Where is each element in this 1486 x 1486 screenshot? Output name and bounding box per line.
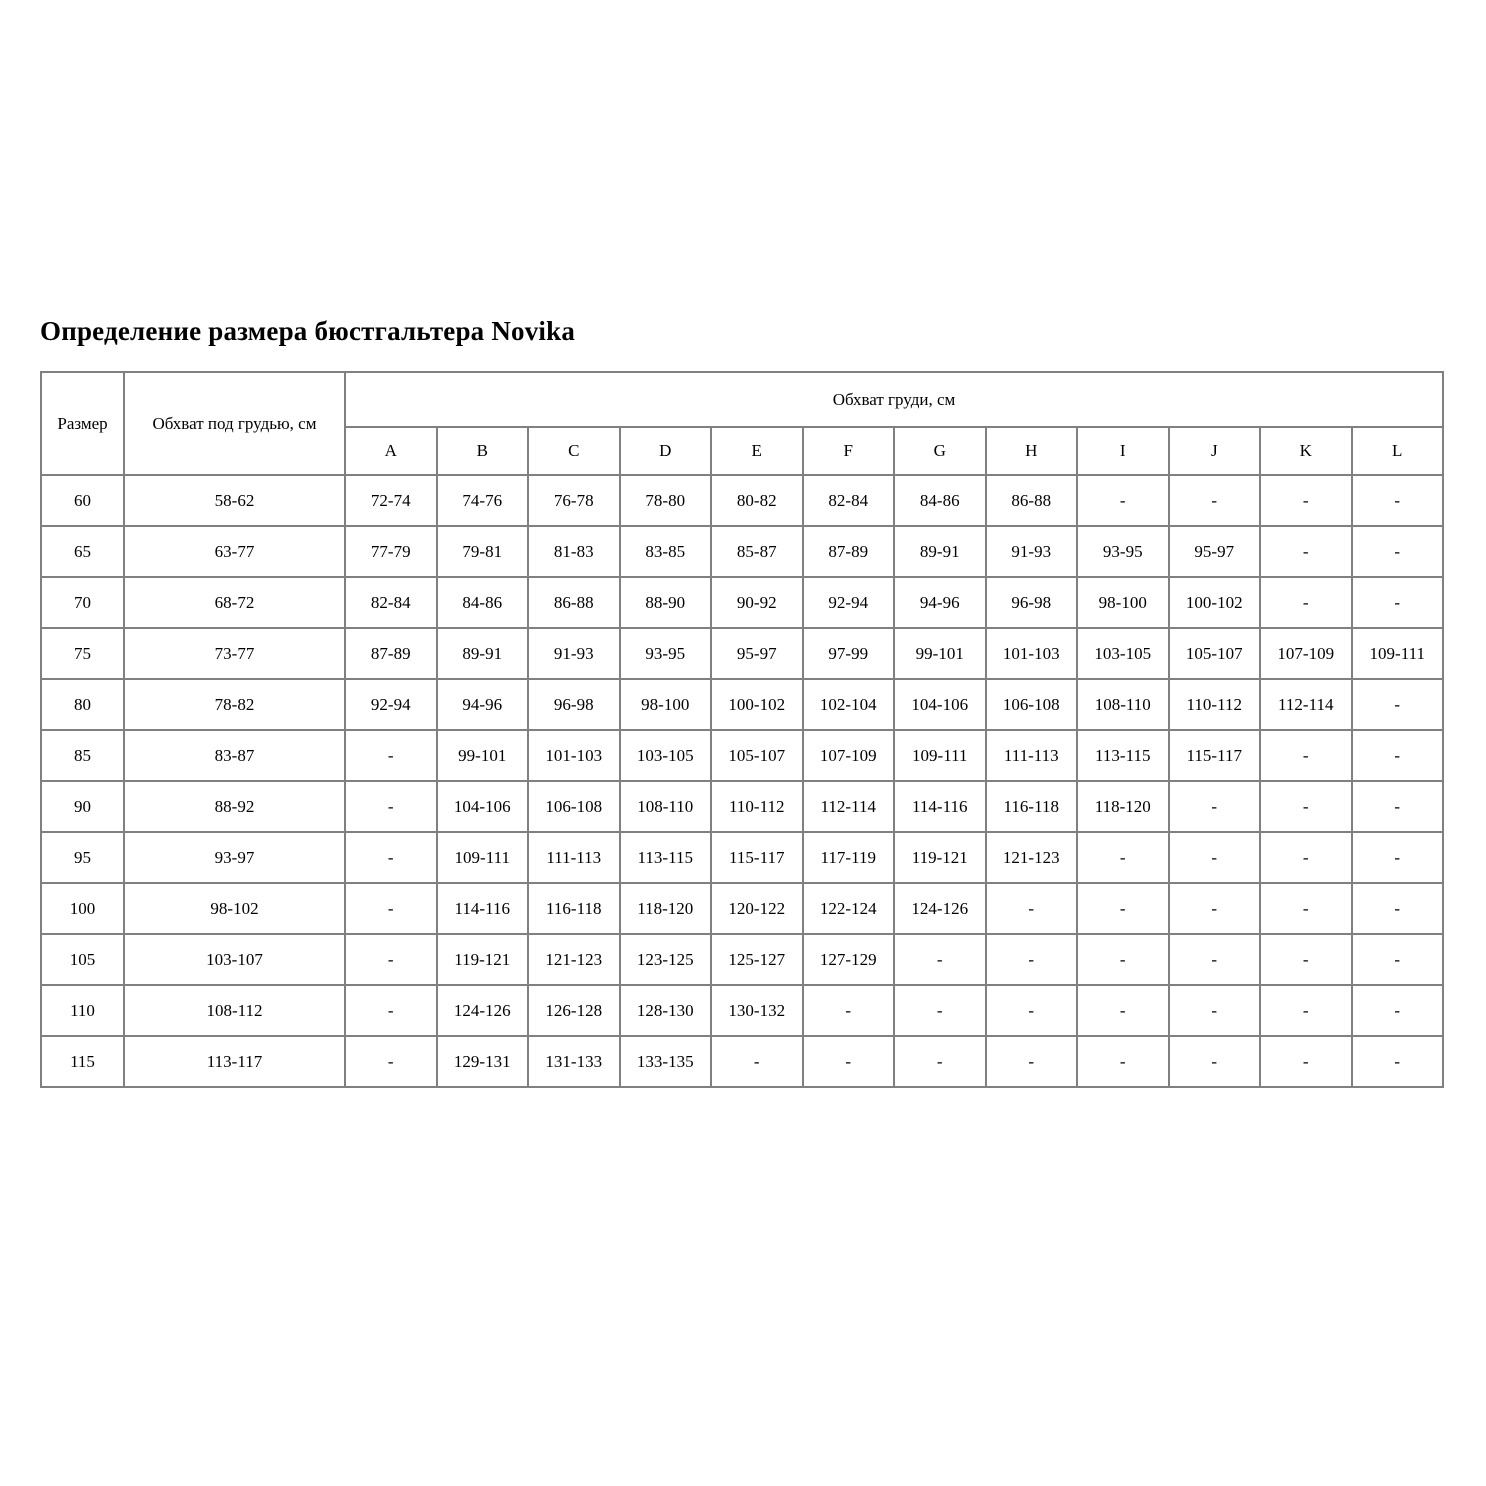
cup-cell: 82-84	[345, 577, 437, 628]
col-header-size: Размер	[41, 372, 124, 475]
cup-cell: 92-94	[803, 577, 895, 628]
underbust-cell: 68-72	[124, 577, 345, 628]
cup-cell: 128-130	[620, 985, 712, 1036]
cup-cell: -	[345, 1036, 437, 1087]
cup-cell: 115-117	[1169, 730, 1261, 781]
cup-cell: -	[1352, 832, 1444, 883]
cup-cell: 98-100	[1077, 577, 1169, 628]
cup-cell: 81-83	[528, 526, 620, 577]
cup-cell: 112-114	[803, 781, 895, 832]
cup-cell: 96-98	[528, 679, 620, 730]
cup-cell: 116-118	[528, 883, 620, 934]
cup-cell: 126-128	[528, 985, 620, 1036]
page-title: Определение размера бюстгальтера Novika	[40, 316, 576, 346]
cup-cell: 90-92	[711, 577, 803, 628]
cup-cell: -	[1260, 1036, 1352, 1087]
cup-cell: 133-135	[620, 1036, 712, 1087]
col-header-bust-group: Обхват груди, см	[345, 372, 1443, 427]
underbust-cell: 83-87	[124, 730, 345, 781]
cup-cell: 74-76	[437, 475, 529, 526]
cup-cell: -	[1260, 985, 1352, 1036]
table-row	[41, 628, 1443, 679]
cup-cell: -	[345, 985, 437, 1036]
cup-cell: 95-97	[711, 628, 803, 679]
cup-cell: 113-115	[1077, 730, 1169, 781]
cup-cell: -	[345, 832, 437, 883]
underbust-cell: 73-77	[124, 628, 345, 679]
cup-cell: 97-99	[803, 628, 895, 679]
cup-cell: -	[1169, 475, 1261, 526]
cup-cell: 130-132	[711, 985, 803, 1036]
cup-cell: 85-87	[711, 526, 803, 577]
cup-cell: 87-89	[345, 628, 437, 679]
size-cell: 110	[41, 985, 124, 1036]
cup-cell: 99-101	[437, 730, 529, 781]
table-row	[41, 985, 1443, 1036]
cup-cell: -	[1352, 577, 1444, 628]
cup-cell: 110-112	[711, 781, 803, 832]
cup-cell: 103-105	[1077, 628, 1169, 679]
cup-cell: -	[1352, 883, 1444, 934]
underbust-cell: 93-97	[124, 832, 345, 883]
cup-cell: 121-123	[986, 832, 1078, 883]
cup-cell: 101-103	[986, 628, 1078, 679]
underbust-cell: 103-107	[124, 934, 345, 985]
cup-cell: -	[986, 934, 1078, 985]
cup-cell: 89-91	[894, 526, 986, 577]
cup-cell: 114-116	[894, 781, 986, 832]
cup-cell: 122-124	[803, 883, 895, 934]
cup-cell: -	[1077, 832, 1169, 883]
cup-letter-header: J	[1169, 427, 1261, 475]
cup-cell: 94-96	[894, 577, 986, 628]
table-header	[41, 372, 1443, 475]
cup-cell: 91-93	[528, 628, 620, 679]
cup-cell: -	[345, 883, 437, 934]
cup-letter-header: C	[528, 427, 620, 475]
cup-cell: 106-108	[986, 679, 1078, 730]
cup-cell: 84-86	[437, 577, 529, 628]
cup-cell: -	[1352, 781, 1444, 832]
cup-cell: -	[1169, 985, 1261, 1036]
cup-letter-header: I	[1077, 427, 1169, 475]
cup-cell: 72-74	[345, 475, 437, 526]
cup-cell: 108-110	[620, 781, 712, 832]
cup-cell: -	[345, 781, 437, 832]
cup-cell: 98-100	[620, 679, 712, 730]
cup-cell: 89-91	[437, 628, 529, 679]
table-row	[41, 934, 1443, 985]
cup-cell: -	[1077, 883, 1169, 934]
cup-cell: -	[1169, 781, 1261, 832]
cup-cell: 109-111	[894, 730, 986, 781]
cup-cell: 119-121	[894, 832, 986, 883]
cup-cell: -	[1077, 475, 1169, 526]
cup-letter-header: G	[894, 427, 986, 475]
cup-cell: -	[986, 985, 1078, 1036]
cup-cell: 117-119	[803, 832, 895, 883]
underbust-cell: 108-112	[124, 985, 345, 1036]
cup-cell: -	[1260, 883, 1352, 934]
table-row	[41, 475, 1443, 526]
cup-cell: 109-111	[437, 832, 529, 883]
cup-cell: 104-106	[437, 781, 529, 832]
cup-cell: -	[1352, 526, 1444, 577]
cup-cell: -	[711, 1036, 803, 1087]
cup-cell: -	[1169, 883, 1261, 934]
cup-cell: -	[1169, 1036, 1261, 1087]
cup-cell: 94-96	[437, 679, 529, 730]
size-cell: 85	[41, 730, 124, 781]
cup-cell: 110-112	[1169, 679, 1261, 730]
cup-cell: -	[894, 985, 986, 1036]
cup-cell: 125-127	[711, 934, 803, 985]
cup-cell: -	[803, 985, 895, 1036]
size-cell: 75	[41, 628, 124, 679]
cup-cell: 80-82	[711, 475, 803, 526]
cup-cell: 83-85	[620, 526, 712, 577]
cup-cell: -	[1077, 985, 1169, 1036]
cup-cell: 77-79	[345, 526, 437, 577]
cup-cell: 112-114	[1260, 679, 1352, 730]
cup-letter-header: L	[1352, 427, 1444, 475]
cup-cell: 104-106	[894, 679, 986, 730]
cup-cell: 93-95	[1077, 526, 1169, 577]
cup-cell: -	[1352, 730, 1444, 781]
table-row	[41, 577, 1443, 628]
cup-cell: 99-101	[894, 628, 986, 679]
cup-cell: -	[894, 1036, 986, 1087]
cup-cell: 120-122	[711, 883, 803, 934]
table-row	[41, 883, 1443, 934]
cup-cell: -	[1260, 934, 1352, 985]
cup-cell: -	[1260, 577, 1352, 628]
table-row	[41, 730, 1443, 781]
cup-cell: -	[1260, 832, 1352, 883]
table-row	[41, 679, 1443, 730]
cup-letter-header: H	[986, 427, 1078, 475]
cup-cell: 118-120	[1077, 781, 1169, 832]
cup-cell: 107-109	[803, 730, 895, 781]
cup-cell: 115-117	[711, 832, 803, 883]
cup-cell: 108-110	[1077, 679, 1169, 730]
cup-letter-header: A	[345, 427, 437, 475]
cup-letter-header: K	[1260, 427, 1352, 475]
cup-cell: 111-113	[528, 832, 620, 883]
table-row	[41, 832, 1443, 883]
cup-cell: -	[1077, 1036, 1169, 1087]
table-row	[41, 781, 1443, 832]
cup-cell: -	[986, 883, 1078, 934]
cup-cell: 111-113	[986, 730, 1078, 781]
cup-cell: -	[1260, 475, 1352, 526]
cup-cell: 121-123	[528, 934, 620, 985]
cup-cell: 103-105	[620, 730, 712, 781]
cup-cell: -	[1260, 730, 1352, 781]
col-header-underbust: Обхват под грудью, см	[124, 372, 345, 475]
cup-cell: 129-131	[437, 1036, 529, 1087]
cup-letter-header: D	[620, 427, 712, 475]
size-cell: 105	[41, 934, 124, 985]
underbust-cell: 88-92	[124, 781, 345, 832]
cup-cell: 101-103	[528, 730, 620, 781]
cup-cell: -	[1260, 781, 1352, 832]
cup-cell: 78-80	[620, 475, 712, 526]
size-cell: 70	[41, 577, 124, 628]
size-cell: 60	[41, 475, 124, 526]
cup-cell: 96-98	[986, 577, 1078, 628]
cup-cell: -	[345, 934, 437, 985]
cup-cell: -	[894, 934, 986, 985]
cup-cell: -	[1169, 832, 1261, 883]
cup-cell: -	[1169, 934, 1261, 985]
cup-cell: 93-95	[620, 628, 712, 679]
size-cell: 90	[41, 781, 124, 832]
cup-cell: -	[1352, 1036, 1444, 1087]
bra-size-chart-table	[40, 371, 1444, 1088]
cup-cell: 86-88	[986, 475, 1078, 526]
header-row-top	[41, 372, 1443, 427]
cup-cell: 105-107	[1169, 628, 1261, 679]
underbust-cell: 58-62	[124, 475, 345, 526]
underbust-cell: 98-102	[124, 883, 345, 934]
cup-cell: 102-104	[803, 679, 895, 730]
cup-cell: 95-97	[1169, 526, 1261, 577]
table-row	[41, 1036, 1443, 1087]
cup-cell: -	[1352, 679, 1444, 730]
cup-cell: 84-86	[894, 475, 986, 526]
cup-cell: 131-133	[528, 1036, 620, 1087]
cup-cell: 106-108	[528, 781, 620, 832]
cup-cell: 113-115	[620, 832, 712, 883]
cup-cell: -	[1352, 985, 1444, 1036]
cup-cell: 118-120	[620, 883, 712, 934]
size-cell: 100	[41, 883, 124, 934]
cup-cell: -	[1352, 475, 1444, 526]
table-body	[41, 475, 1443, 1087]
size-cell: 115	[41, 1036, 124, 1087]
cup-cell: 105-107	[711, 730, 803, 781]
cup-cell: 109-111	[1352, 628, 1444, 679]
cup-cell: 88-90	[620, 577, 712, 628]
cup-cell: 79-81	[437, 526, 529, 577]
underbust-cell: 78-82	[124, 679, 345, 730]
underbust-cell: 113-117	[124, 1036, 345, 1087]
cup-letter-header: B	[437, 427, 529, 475]
cup-letter-header: E	[711, 427, 803, 475]
cup-cell: 124-126	[437, 985, 529, 1036]
cup-cell: 91-93	[986, 526, 1078, 577]
cup-cell: 87-89	[803, 526, 895, 577]
size-cell: 80	[41, 679, 124, 730]
cup-cell: -	[1260, 526, 1352, 577]
cup-cell: -	[345, 730, 437, 781]
cup-cell: 127-129	[803, 934, 895, 985]
cup-cell: 92-94	[345, 679, 437, 730]
cup-cell: -	[803, 1036, 895, 1087]
cup-cell: 76-78	[528, 475, 620, 526]
cup-cell: 107-109	[1260, 628, 1352, 679]
size-cell: 65	[41, 526, 124, 577]
cup-letter-header: F	[803, 427, 895, 475]
cup-cell: 116-118	[986, 781, 1078, 832]
cup-cell: 119-121	[437, 934, 529, 985]
cup-cell: 86-88	[528, 577, 620, 628]
size-cell: 95	[41, 832, 124, 883]
cup-cell: 114-116	[437, 883, 529, 934]
cup-cell: -	[1077, 934, 1169, 985]
cup-cell: -	[1352, 934, 1444, 985]
cup-cell: 123-125	[620, 934, 712, 985]
cup-cell: -	[986, 1036, 1078, 1087]
cup-cell: 100-102	[711, 679, 803, 730]
cup-cell: 100-102	[1169, 577, 1261, 628]
underbust-cell: 63-77	[124, 526, 345, 577]
cup-cell: 124-126	[894, 883, 986, 934]
cup-cell: 82-84	[803, 475, 895, 526]
table-row	[41, 526, 1443, 577]
